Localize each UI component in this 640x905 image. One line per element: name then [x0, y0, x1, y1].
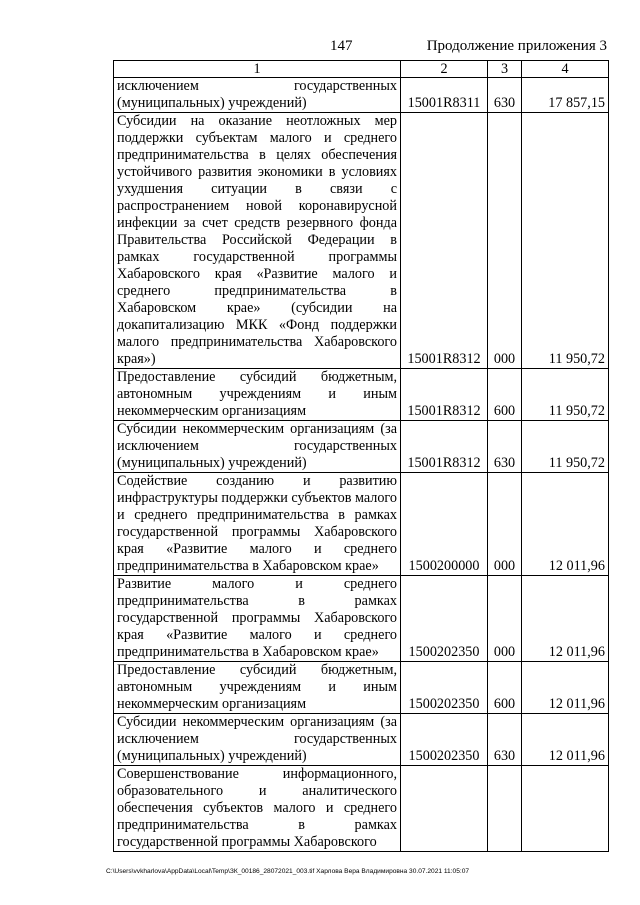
column-header: 4 — [522, 61, 609, 78]
row-target-code: 1500202350 — [401, 714, 488, 766]
row-description: Предоставление субсидий бюджетным, автономным учреждениям и иным некоммерческим организациям — [114, 662, 401, 714]
column-header: 1 — [114, 61, 401, 78]
row-expense-type: 630 — [488, 714, 522, 766]
footer-file-path: C:\Users\vvkharlova\AppData\Local\Temp\ЗК_00186_28072021_003.tif Харлова Вера Владимировна 30.07.2021 11:05:07 — [106, 868, 470, 875]
row-target-code: 1500202350 — [401, 662, 488, 714]
row-amount: 11 950,72 — [522, 421, 609, 473]
table-row — [114, 576, 609, 662]
row-description: Субсидии некоммерческим организациям (за исключением государственных (муниципальных) учреждений) — [114, 421, 401, 473]
row-target-code: 1500202350 — [401, 576, 488, 662]
row-description: исключением государственных (муниципальных) учреждений) — [114, 78, 401, 113]
table-row — [114, 113, 609, 369]
row-amount — [522, 766, 609, 852]
table-row — [114, 662, 609, 714]
row-description: Субсидии на оказание неотложных мер поддержки субъектам малого и среднего предпринимательства в целях обеспечения устойчивого развития экономики в условиях ухудшения ситуации в связи с распространением новой коронавирусной инфекции за счет средств резервного фонда Правительства Российской Федерации в рамках государственной программы Хабаровского края «Развитие малого и среднего предпринимательства в Хабаровском крае» (субсидии на докапитализацию МКК «Фонд поддержки малого предпринимательства Хабаровского края») — [114, 113, 401, 369]
page-number: 147 — [330, 38, 353, 54]
table-row — [114, 78, 609, 113]
row-target-code: 15001R8312 — [401, 421, 488, 473]
row-description: Предоставление субсидий бюджетным, автономным учреждениям и иным некоммерческим организациям — [114, 369, 401, 421]
page-caption: Продолжение приложения 3 — [426, 38, 607, 54]
row-amount: 11 950,72 — [522, 113, 609, 369]
row-amount: 12 011,96 — [522, 473, 609, 576]
column-header: 2 — [401, 61, 488, 78]
row-amount: 12 011,96 — [522, 662, 609, 714]
row-target-code: 15001R8311 — [401, 78, 488, 113]
row-expense-type: 630 — [488, 421, 522, 473]
row-expense-type: 000 — [488, 113, 522, 369]
row-amount: 12 011,96 — [522, 714, 609, 766]
table-row — [114, 473, 609, 576]
row-amount: 17 857,15 — [522, 78, 609, 113]
table-header-row — [114, 61, 609, 78]
budget-table — [113, 60, 609, 852]
table-row — [114, 766, 609, 852]
table-row — [114, 369, 609, 421]
row-amount: 11 950,72 — [522, 369, 609, 421]
row-expense-type: 600 — [488, 369, 522, 421]
row-amount: 12 011,96 — [522, 576, 609, 662]
row-expense-type: 600 — [488, 662, 522, 714]
table-row — [114, 421, 609, 473]
row-description: Совершенствование информационного, образовательного и аналитического обеспечения субъектов малого и среднего предпринимательства в рамках государственной программы Хабаровского — [114, 766, 401, 852]
row-target-code: 15001R8312 — [401, 113, 488, 369]
row-target-code: 15001R8312 — [401, 369, 488, 421]
table-row — [114, 714, 609, 766]
row-expense-type: 630 — [488, 78, 522, 113]
row-expense-type: 000 — [488, 473, 522, 576]
row-target-code: 1500200000 — [401, 473, 488, 576]
row-target-code — [401, 766, 488, 852]
column-header: 3 — [488, 61, 522, 78]
row-description: Развитие малого и среднего предпринимательства в рамках государственной программы Хабаровского края «Развитие малого и среднего предпринимательства в Хабаровском крае» — [114, 576, 401, 662]
row-description: Субсидии некоммерческим организациям (за исключением государственных (муниципальных) учреждений) — [114, 714, 401, 766]
row-expense-type — [488, 766, 522, 852]
row-description: Содействие созданию и развитию инфраструктуры поддержки субъектов малого и среднего предпринимательства в рамках государственной программы Хабаровского края «Развитие малого и среднего предпринимательства в Хабаровском крае» — [114, 473, 401, 576]
row-expense-type: 000 — [488, 576, 522, 662]
